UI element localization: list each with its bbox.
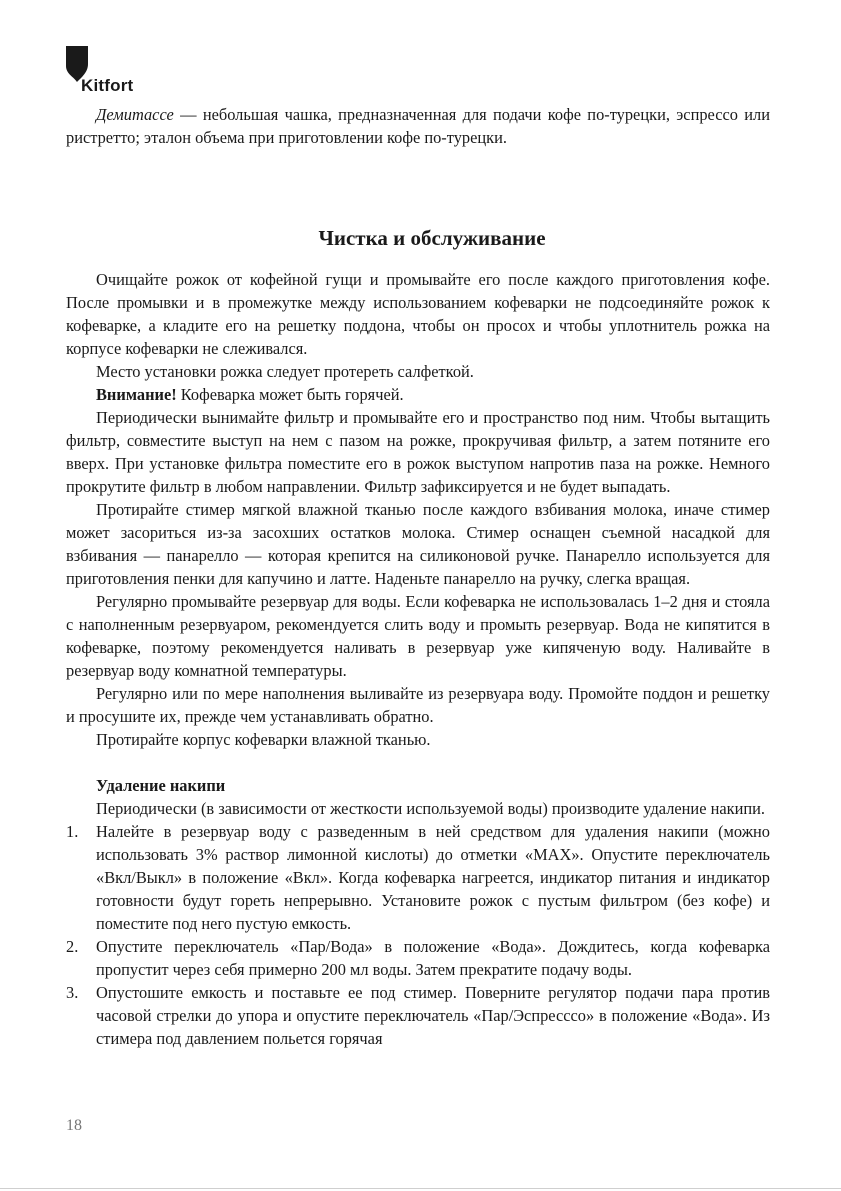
paragraph: Периодически вынимайте фильтр и промывайте его и пространство под ним. Чтобы вытащить фильтр, совместите выступ на нем с пазом на рожке, прокручивая фильтр, а затем потяните его вверх. При установке фильтра поместите его в рожок выступом напротив паза на рожке. Немного прокрутите фильтр в любом направлении. Фильтр зафиксируется и не будет выпадать. <box>66 408 770 496</box>
paragraph: Очищайте рожок от кофейной гущи и промывайте его после каждого приготовления кофе. После промывки и в промежутке между использованием кофеварки не подсоединяйте рожок к кофеварке, а кладите его на решетку поддона, чтобы он просох и чтобы уплотнитель рожка на корпусе кофеварки не слеживался. <box>66 270 770 358</box>
warning-label: Внимание! <box>96 385 177 404</box>
paragraph: Место установки рожка следует протереть салфеткой. <box>96 362 474 381</box>
intro-paragraph <box>66 103 770 149</box>
intro-term: Демитассе <box>96 105 174 124</box>
step-text: Налейте в резервуар воду с разведенным в ней средством для удаления накипи (можно использовать 3% раствор лимонной кислоты) до отметки «MAX». Опустите переключатель «Вкл/Выкл» в положение «Вкл». Когда кофеварка нагреется, индикатор питания и индикатор готовности будут гореть непрерывно. Установите рожок с пустым фильтром (без кофе) и поместите под него пустую емкость. <box>96 822 770 933</box>
paragraph: Протирайте корпус кофеварки влажной тканью. <box>96 730 431 749</box>
step-text: Опустошите емкость и поставьте ее под стимер. Поверните регулятор подачи пара против часовой стрелки до упора и опустите переключатель «Пар/Эспресссо» в положение «Вода». Из стимера под давлением польется горячая <box>96 983 770 1048</box>
intro-text: — небольшая чашка, предназначенная для подачи кофе по-турецки, эспрессо или ристретто; эталон объема при приготовлении кофе по-турецки. <box>66 105 770 147</box>
step-number: 2. <box>66 937 79 956</box>
list-item <box>66 935 770 981</box>
paragraph: Протирайте стимер мягкой влажной тканью после каждого взбивания молока, иначе стимер может засориться из-за засохших остатков молока. Стимер оснащен съемной насадкой для взбивания — панарелло — которая крепится на силиконовой ручке. Панарелло используется для приготовления пенки для капучино и латте. Наденьте панарелло на ручку, слегка вращая. <box>66 500 770 588</box>
bottom-divider <box>0 1188 841 1189</box>
page-number: 18 <box>66 1117 82 1134</box>
step-number: 3. <box>66 983 79 1002</box>
warning-text: Кофеварка может быть горячей. <box>176 385 404 404</box>
descaling-steps <box>66 820 770 1050</box>
warning-paragraph <box>66 383 770 406</box>
list-item <box>66 820 770 935</box>
step-text: Опустите переключатель «Пар/Вода» в положение «Вода». Дождитесь, когда кофеварка пропустит через себя примерно 200 мл воды. Затем прекратите подачу воды. <box>96 937 770 979</box>
step-number: 1. <box>66 822 79 841</box>
paragraph: Регулярно промывайте резервуар для воды. Если кофеварка не использовалась 1–2 дня и стояла с наполненным резервуаром, рекомендуется слить воду и промыть резервуар. Вода не кипятится в кофеварке, поэтому рекомендуется наливать в резервуар уже кипяченую воду. Наливайте в резервуар воду комнатной температуры. <box>66 592 770 680</box>
brand-name: Kitfort <box>81 76 134 95</box>
section-title: Чистка и обслуживание <box>318 226 546 250</box>
descaling-title: Удаление накипи <box>96 776 226 795</box>
list-item <box>66 981 770 1050</box>
page-content <box>66 103 770 1050</box>
paragraph: Регулярно или по мере наполнения выливайте из резервуара воду. Промойте поддон и решетку и просушите их, прежде чем устанавливать обратно. <box>66 684 770 726</box>
descaling-intro: Периодически (в зависимости от жесткости используемой воды) производите удаление накипи. <box>96 799 765 818</box>
